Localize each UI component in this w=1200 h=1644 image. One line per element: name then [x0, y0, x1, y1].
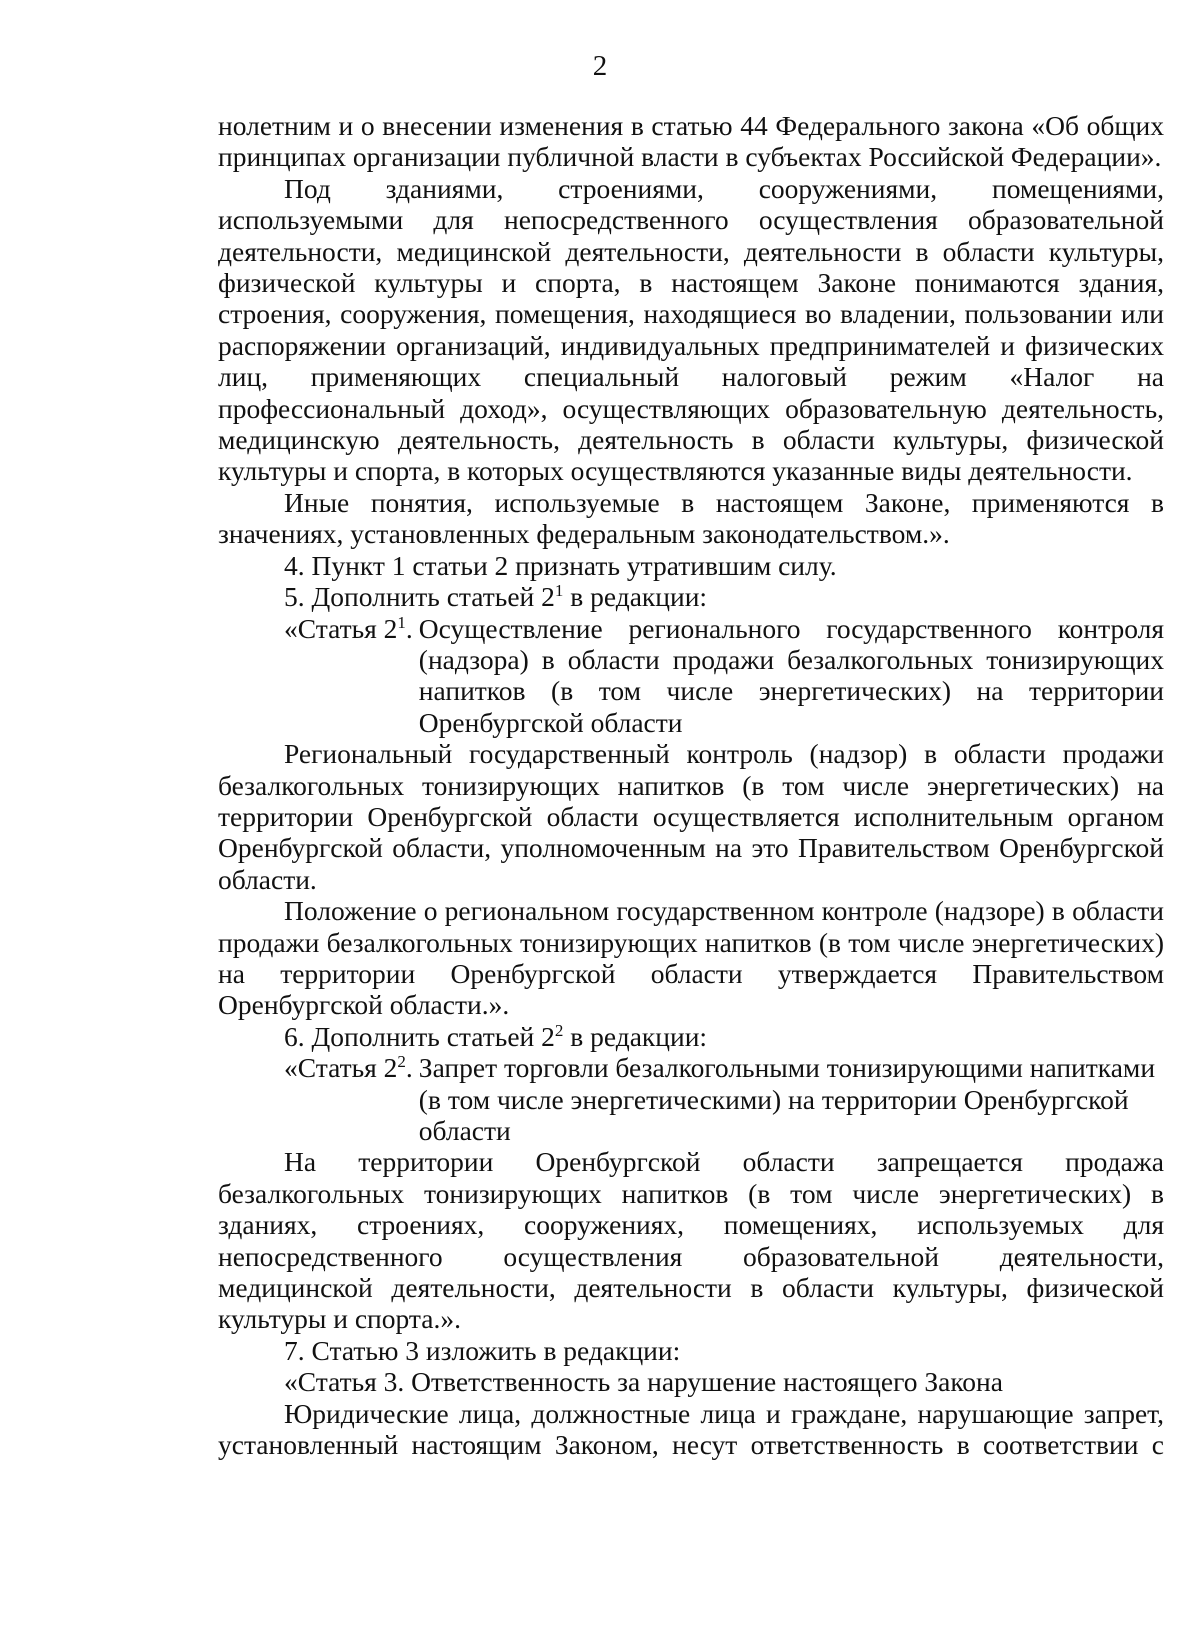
document-body: [218, 110, 1164, 1460]
article-2-1-label: [284, 613, 413, 739]
item-5: [218, 581, 1164, 612]
item-4: 4. Пункт 1 статьи 2 признать утратившим силу.: [284, 549, 837, 581]
item-6: [218, 1021, 1164, 1052]
item-7: 7. Статью 3 изложить в редакции:: [284, 1334, 681, 1366]
article-2-2-label-text: «Статья 2: [284, 1052, 398, 1084]
page-number: 2: [592, 50, 608, 82]
paragraph-continuation: нолетним и о внесении изменения в статью 44 Федерального закона «Об общих принципах организации публичной власти в субъектах Российской Федерации».: [218, 110, 1164, 173]
article-2-1-dot: .: [405, 612, 413, 644]
article-2-1-title: Осуществление регионального государственного контроля (надзора) в области продажи безалкогольных тонизирующих напитков (в том числе энергетических) на территории Оренбургской области: [418, 612, 1164, 738]
article-2-2-dot: .: [405, 1052, 413, 1084]
article-2-1-heading: [218, 613, 1164, 739]
paragraph-sale-ban: На территории Оренбургской области запрещается продажа безалкогольных тонизирующих напитков (в том числе энергетических) в зданиях, строениях, сооружениях, помещениях, используемых для непосредственного осуществления образовательной деятельности, медицинской деятельности, деятельности в области культуры, физической культуры и спорта.».: [218, 1146, 1164, 1335]
item-5-text: 5. Дополнить статьей 2: [284, 581, 555, 613]
article-2-2-title: Запрет торговли безалкогольными тонизирующими напитками (в том числе энергетическими) на территории Оренбургской области: [418, 1052, 1156, 1146]
article-2-2-superscript: 2: [397, 1052, 406, 1072]
paragraph-regulation: Положение о региональном государственном контроле (надзоре) в области продажи безалкогольных тонизирующих напитков (в том числе энергетических) на территории Оренбургской области утверждается Правительством Оренбургской области.».: [218, 895, 1164, 1021]
paragraph-liability: Юридические лица, должностные лица и граждане, нарушающие запрет, установленный настоящим Законом, несут ответственность в соответствии с: [218, 1397, 1164, 1461]
article-2-1-label-text: «Статья 2: [284, 612, 398, 644]
article-3-heading: «Статья 3. Ответственность за нарушение настоящего Закона: [284, 1366, 1003, 1398]
article-2-1-superscript: 1: [397, 612, 406, 632]
item-6-superscript: 2: [554, 1020, 564, 1040]
item-6-text: 6. Дополнить статьей 2: [284, 1020, 555, 1052]
article-2-2-label: [284, 1052, 413, 1146]
paragraph-definitions: Под зданиями, строениями, сооружениями, помещениями, используемыми для непосредственного осуществления образовательной деятельности, медицинской деятельности, деятельности в области культуры, физической культуры и спорта, в настоящем Законе понимаются здания, строения, сооружения, помещения, находящиеся во владении, пользовании или распоряжении организаций, индивидуальных предпринимателей и физических лиц, применяющих специальный налоговый режим «Налог на профессиональный доход», осуществляющих образовательную деятельность, медицинскую деятельность, деятельность в области культуры, физической культуры и спорта, в которых осуществляются указанные виды деятельности.: [218, 172, 1164, 487]
item-5-text-end: в редакции:: [563, 581, 708, 613]
item-6-text-end: в редакции:: [563, 1020, 708, 1052]
paragraph-regional-control: Региональный государственный контроль (надзор) в области продажи безалкогольных тонизирующих напитков (в том числе энергетических) на территории Оренбургской области осуществляется исполнительным органом Оренбургской области, уполномоченным на это Правительством Оренбургской области.: [218, 738, 1164, 895]
paragraph-other-terms: Иные понятия, используемые в настоящем Законе, применяются в значениях, установленных федеральным законодательством.».: [218, 486, 1164, 550]
article-2-2-heading: [218, 1052, 1164, 1146]
item-5-superscript: 1: [554, 580, 564, 600]
